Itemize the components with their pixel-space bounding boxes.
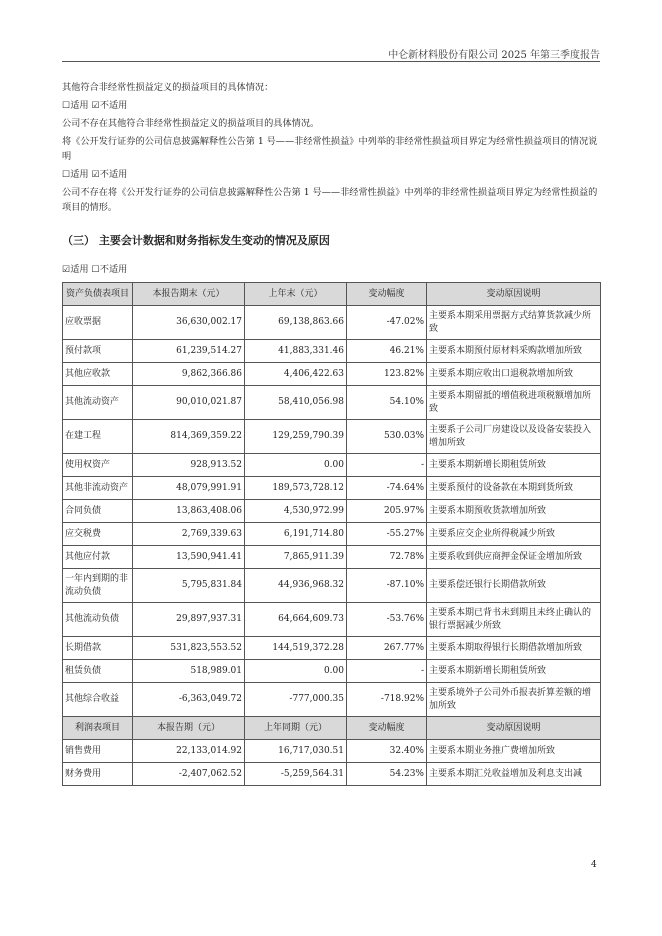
- item-name: 其他流动资产: [63, 386, 133, 420]
- table-row: [63, 569, 601, 603]
- current-value: 13,590,941.41: [133, 546, 245, 569]
- item-name: 应交税费: [63, 523, 133, 546]
- prior-value: 144,519,372.28: [245, 637, 347, 660]
- table-row: [63, 363, 601, 386]
- current-value: -6,363,049.72: [133, 683, 245, 717]
- change-reason: 主要系本期汇兑收益增加及利息支出减: [427, 763, 601, 786]
- current-value: 61,239,514.27: [133, 340, 245, 363]
- applicability-option: ☐适用 ☑不适用: [62, 100, 128, 111]
- prior-value: 6,191,714.80: [245, 523, 347, 546]
- prior-value: 58,410,056.98: [245, 386, 347, 420]
- prior-value: 44,936,968.32: [245, 569, 347, 603]
- table-row: [63, 637, 601, 660]
- item-name: 其他流动负债: [63, 603, 133, 637]
- item-name: 租赁负债: [63, 660, 133, 683]
- table-header-row: [63, 283, 601, 306]
- prior-value: 189,573,728.12: [245, 477, 347, 500]
- column-header: 利润表项目: [63, 717, 133, 740]
- prior-value: 64,664,609.73: [245, 603, 347, 637]
- change-rate: 123.82%: [347, 363, 427, 386]
- item-name: 其他应付款: [63, 546, 133, 569]
- change-rate: -47.02%: [347, 306, 427, 340]
- change-reason: 主要系本期业务推广费增加所致: [427, 740, 601, 763]
- change-reason: 主要系本期新增长期租赁所致: [427, 660, 601, 683]
- column-header: 本报告期末（元）: [133, 283, 245, 306]
- current-value: 814,369,359.22: [133, 420, 245, 454]
- item-name: 在建工程: [63, 420, 133, 454]
- table-row: [63, 683, 601, 717]
- prior-value: -777,000.35: [245, 683, 347, 717]
- change-rate: 54.10%: [347, 386, 427, 420]
- change-rate: 46.21%: [347, 340, 427, 363]
- current-value: 5,795,831.84: [133, 569, 245, 603]
- column-header: 变动幅度: [347, 717, 427, 740]
- current-value: 48,079,991.91: [133, 477, 245, 500]
- table-row: [63, 740, 601, 763]
- column-header: 资产负债表项目: [63, 283, 133, 306]
- change-reason: 主要系本期新增长期租赁所致: [427, 454, 601, 477]
- change-reason: 主要系境外子公司外币报表折算差额的增加所致: [427, 683, 601, 717]
- paragraph: 公司不存在将《公开发行证券的公司信息披露解释性公告第 1 号——非经常性损益》中列举的非经常性损益项目界定为经常性损益的项目的情形。: [62, 187, 598, 213]
- column-header: 本报告期（元）: [133, 717, 245, 740]
- current-value: 9,862,366.86: [133, 363, 245, 386]
- current-value: 13,863,408.06: [133, 500, 245, 523]
- change-table: [62, 282, 601, 786]
- applicability-option: ☑适用 ☐不适用: [62, 264, 128, 275]
- change-reason: 主要系本期预收货款增加所致: [427, 500, 601, 523]
- current-value: 2,769,339.63: [133, 523, 245, 546]
- current-value: 90,010,021.87: [133, 386, 245, 420]
- change-rate: 54.23%: [347, 763, 427, 786]
- change-rate: 205.97%: [347, 500, 427, 523]
- column-header: 上年同期（元）: [245, 717, 347, 740]
- table-row: [63, 603, 601, 637]
- change-rate: -53.76%: [347, 603, 427, 637]
- current-value: 36,630,002.17: [133, 306, 245, 340]
- change-rate: 72.78%: [347, 546, 427, 569]
- change-rate: -: [347, 454, 427, 477]
- table-row: [63, 340, 601, 363]
- current-value: -2,407,062.52: [133, 763, 245, 786]
- header-rule: [62, 61, 600, 62]
- change-rate: -55.27%: [347, 523, 427, 546]
- column-header: 变动原因说明: [427, 283, 601, 306]
- applicability-option: ☐适用 ☑不适用: [62, 169, 128, 180]
- change-reason: 主要系收到供应商押金保证金增加所致: [427, 546, 601, 569]
- change-rate: -718.92%: [347, 683, 427, 717]
- prior-value: 129,259,790.39: [245, 420, 347, 454]
- prior-value: -5,259,564.31: [245, 763, 347, 786]
- table-row: [63, 523, 601, 546]
- change-rate: 530.03%: [347, 420, 427, 454]
- change-rate: -74.64%: [347, 477, 427, 500]
- prior-value: 4,406,422.63: [245, 363, 347, 386]
- table-row: [63, 660, 601, 683]
- prior-value: 7,865,911.39: [245, 546, 347, 569]
- item-name: 应收票据: [63, 306, 133, 340]
- table-row: [63, 546, 601, 569]
- paragraph: 公司不存在其他符合非经常性损益定义的损益项目的具体情况。: [62, 118, 320, 129]
- table-row: [63, 477, 601, 500]
- column-header: 变动原因说明: [427, 717, 601, 740]
- change-reason: 主要系本期应收出口退税款增加所致: [427, 363, 601, 386]
- change-rate: -87.10%: [347, 569, 427, 603]
- page-number: 4: [591, 860, 597, 870]
- table-row: [63, 763, 601, 786]
- change-reason: 主要系本期预付原材料采购款增加所致: [427, 340, 601, 363]
- table-row: [63, 454, 601, 477]
- table-row: [63, 386, 601, 420]
- current-value: 29,897,937.31: [133, 603, 245, 637]
- paragraph: 其他符合非经常性损益定义的损益项目的具体情况：: [62, 82, 274, 93]
- prior-value: 0.00: [245, 660, 347, 683]
- column-header: 上年末（元）: [245, 283, 347, 306]
- table-row: [63, 306, 601, 340]
- prior-value: 0.00: [245, 454, 347, 477]
- item-name: 长期借款: [63, 637, 133, 660]
- page-header: 中仑新材料股份有限公司 2025 年第三季度报告: [388, 50, 600, 61]
- item-name: 销售费用: [63, 740, 133, 763]
- current-value: 928,913.52: [133, 454, 245, 477]
- prior-value: 41,883,331.46: [245, 340, 347, 363]
- column-header: 变动幅度: [347, 283, 427, 306]
- item-name: 其他应收款: [63, 363, 133, 386]
- change-reason: 主要系偿还银行长期借款所致: [427, 569, 601, 603]
- paragraph: 将《公开发行证券的公司信息披露解释性公告第 1 号——非经常性损益》中列举的非经常性损益项目界定为经常性损益项目的情况说明: [62, 136, 598, 162]
- item-name: 财务费用: [63, 763, 133, 786]
- change-reason: 主要系应交企业所得税减少所致: [427, 523, 601, 546]
- change-reason: 主要系本期已背书未到期且未终止确认的银行票据减少所致: [427, 603, 601, 637]
- current-value: 531,823,553.52: [133, 637, 245, 660]
- change-reason: 主要系本期采用票据方式结算货款减少所致: [427, 306, 601, 340]
- section-title: （三） 主要会计数据和财务指标发生变动的情况及原因: [62, 234, 330, 247]
- prior-value: 69,138,863.66: [245, 306, 347, 340]
- item-name: 其他综合收益: [63, 683, 133, 717]
- change-reason: 主要系预付的设备款在本期到货所致: [427, 477, 601, 500]
- current-value: 518,989.01: [133, 660, 245, 683]
- prior-value: 4,530,972.99: [245, 500, 347, 523]
- item-name: 预付款项: [63, 340, 133, 363]
- table-row: [63, 420, 601, 454]
- table-row: [63, 500, 601, 523]
- prior-value: 16,717,030.51: [245, 740, 347, 763]
- change-rate: 32.40%: [347, 740, 427, 763]
- change-reason: 主要系子公司厂房建设以及设备安装投入增加所致: [427, 420, 601, 454]
- change-reason: 主要系本期留抵的增值税进项税额增加所致: [427, 386, 601, 420]
- table-header-row: [63, 717, 601, 740]
- item-name: 使用权资产: [63, 454, 133, 477]
- item-name: 一年内到期的非流动负债: [63, 569, 133, 603]
- change-reason: 主要系本期取得银行长期借款增加所致: [427, 637, 601, 660]
- change-rate: -: [347, 660, 427, 683]
- change-rate: 267.77%: [347, 637, 427, 660]
- item-name: 其他非流动资产: [63, 477, 133, 500]
- item-name: 合同负债: [63, 500, 133, 523]
- current-value: 22,133,014.92: [133, 740, 245, 763]
